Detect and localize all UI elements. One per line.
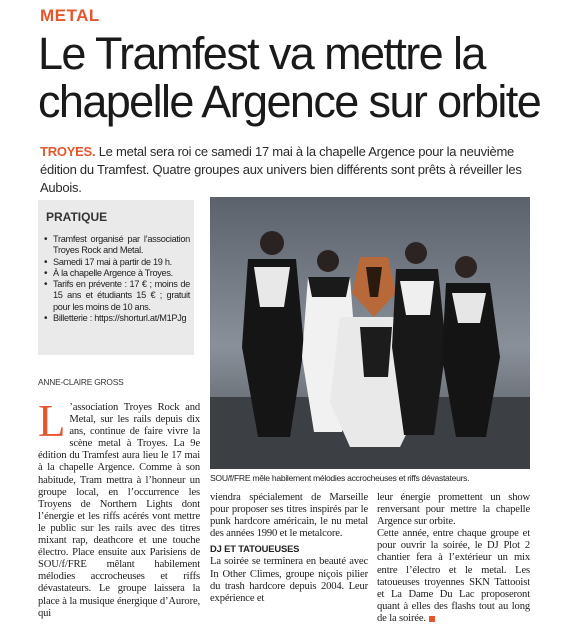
pratique-item: • Tramfest organisé par l’association Troyes Rock and Metal. <box>44 234 190 257</box>
pratique-item: • À la chapelle Argence à Troyes. <box>44 268 190 279</box>
article-text: ’association Troyes Rock and Metal, sur les rails depuis dix ans, continue de faire vivre la scène metal à Troyes. La 9e édition du Tramfest aura lieu le 17 mai à la chapelle Argence. Comme à son habitude, Tram mettra à l’honneur un groupe local, en l’occurrence les Troyens de Northern Lights dont l’énergie et les riffs acérés vont mettre le public sur les rails avec des titres mixant rap, deathcore et une touche électro. Place ensuite aux Parisiens de SOU/f/FRE mêlant habilement mélodies accrocheuses et riffs dévastateurs. Le groupe laissera la place à la musique énergique d’Aurore, qui <box>38 402 200 619</box>
article-text: leur énergie promettent un show renversant pour mettre la chapelle Argence sur orbite. <box>377 492 530 528</box>
photo-caption: SOU/f/FRE mêle habilement mélodies accrocheuses et riffs dévastateurs. <box>210 473 470 483</box>
section-rubric: METAL <box>40 6 100 25</box>
pratique-list <box>44 234 190 324</box>
dropcap: L <box>38 396 66 446</box>
pratique-box <box>38 200 194 355</box>
band-photo <box>210 197 530 469</box>
lead-text: Le metal sera roi ce samedi 17 mai à la chapelle Argence pour la neuvième édition du Tramfest. Quatre groupes aux univers bien différents sont prêts à réveiller les Aubois. <box>40 144 522 195</box>
article-column-1 <box>38 396 200 620</box>
pratique-title: PRATIQUE <box>46 210 108 224</box>
lead-paragraph <box>40 143 540 197</box>
article-column-2 <box>210 492 368 605</box>
pratique-item: • Tarifs en prévente : 17 € ; moins de 15 ans et étudiants 15 € ; gratuit pour les moins de 10 ans. <box>44 279 190 313</box>
band-member-3 <box>392 242 446 435</box>
subheading: DJ ET TATOUEUSES <box>210 543 300 555</box>
article-text: La soirée se terminera en beauté avec In Other Climes, groupe niçois pilier du trash hardcore depuis 2004. Leur expérience et <box>210 556 368 604</box>
article-text: viendra spécialement de Marseille pour proposer ses titres inspirés par le punk hardcore américain, le nu metal des années 1990 et le metalcore. <box>210 492 368 540</box>
byline: ANNE-CLAIRE GROSS <box>38 377 124 387</box>
end-mark-icon <box>429 616 435 622</box>
article-column-3 <box>377 492 530 625</box>
article-text: Cette année, entre chaque groupe et pour ouvrir la soirée, le DJ Plot 2 chantier fera à l’extérieur un mix entre l’électro et le metal. Les tatoueuses troyennes SKN Tattooist et La Dame Du Lac proposeront quant à elles des flashs tout au long de la soirée. <box>377 528 530 624</box>
pratique-item-ticketing[interactable]: • Billetterie : https://shorturl.at/M1PJg <box>44 313 190 324</box>
pratique-item: • Samedi 17 mai à partir de 19 h. <box>44 257 190 268</box>
band-photo-illustration <box>210 197 530 469</box>
headline: Le Tramfest va mettre la chapelle Argence sur orbite <box>38 28 541 127</box>
lead-city: TROYES. <box>40 144 96 159</box>
